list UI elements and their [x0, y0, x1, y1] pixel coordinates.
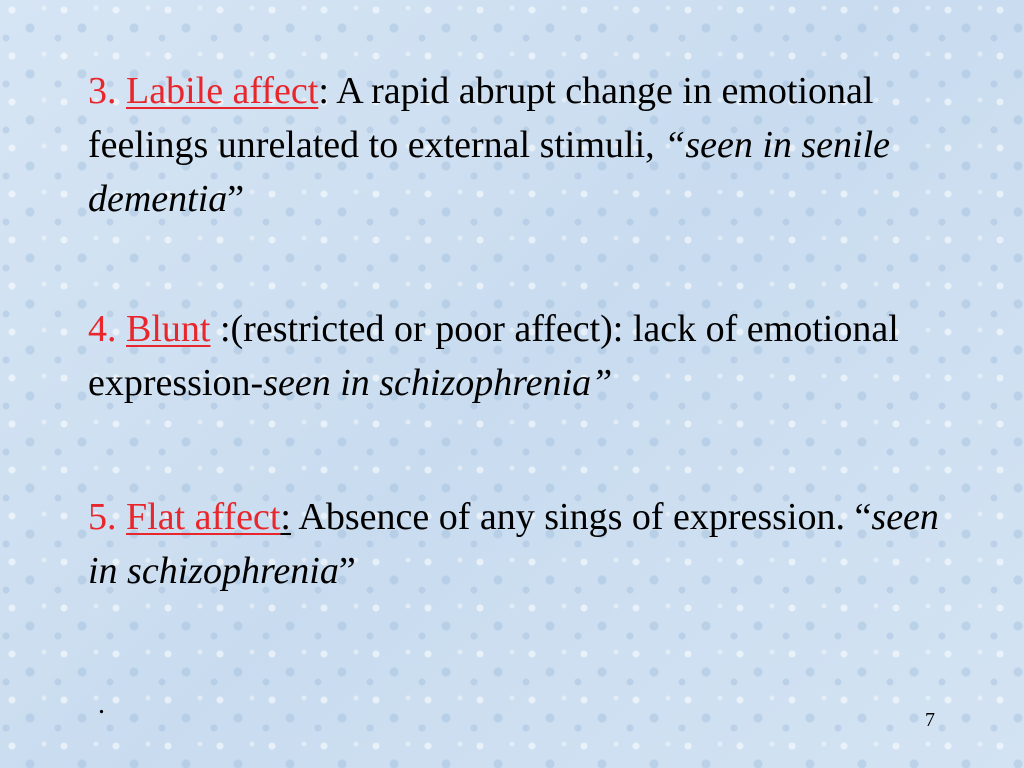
definition-flat-affect	[88, 490, 968, 598]
definition-text: : A rapid abrupt change in emotional feelings unrelated to external stimuli,	[88, 70, 874, 166]
item-number: 3.	[88, 70, 126, 112]
term-labile-affect: Labile affect	[126, 70, 319, 112]
definition-text: Absence of any sings of expression.	[290, 496, 855, 538]
page-number: 7	[925, 709, 935, 731]
definition-labile-affect	[88, 64, 968, 226]
example-text: seen in schizophrenia”	[263, 362, 613, 404]
item-number: 5.	[88, 496, 126, 538]
example-text: seen in schizophrenia	[88, 496, 939, 592]
item-number: 4.	[88, 308, 126, 350]
quote-open: “	[664, 124, 686, 166]
term-colon: :	[280, 496, 291, 538]
quote-close: ”	[227, 178, 245, 220]
term-flat-affect: Flat affect	[126, 496, 281, 538]
definition-text: :(restricted or poor affect): lack of emotional expression-	[88, 308, 899, 404]
definition-blunt	[88, 302, 968, 410]
term-blunt: Blunt	[126, 308, 211, 350]
quote-close: ”	[338, 550, 356, 592]
footer-bullet: .	[98, 689, 105, 720]
example-text: seen in senile dementia	[88, 124, 891, 220]
quote-open: “	[854, 496, 872, 538]
